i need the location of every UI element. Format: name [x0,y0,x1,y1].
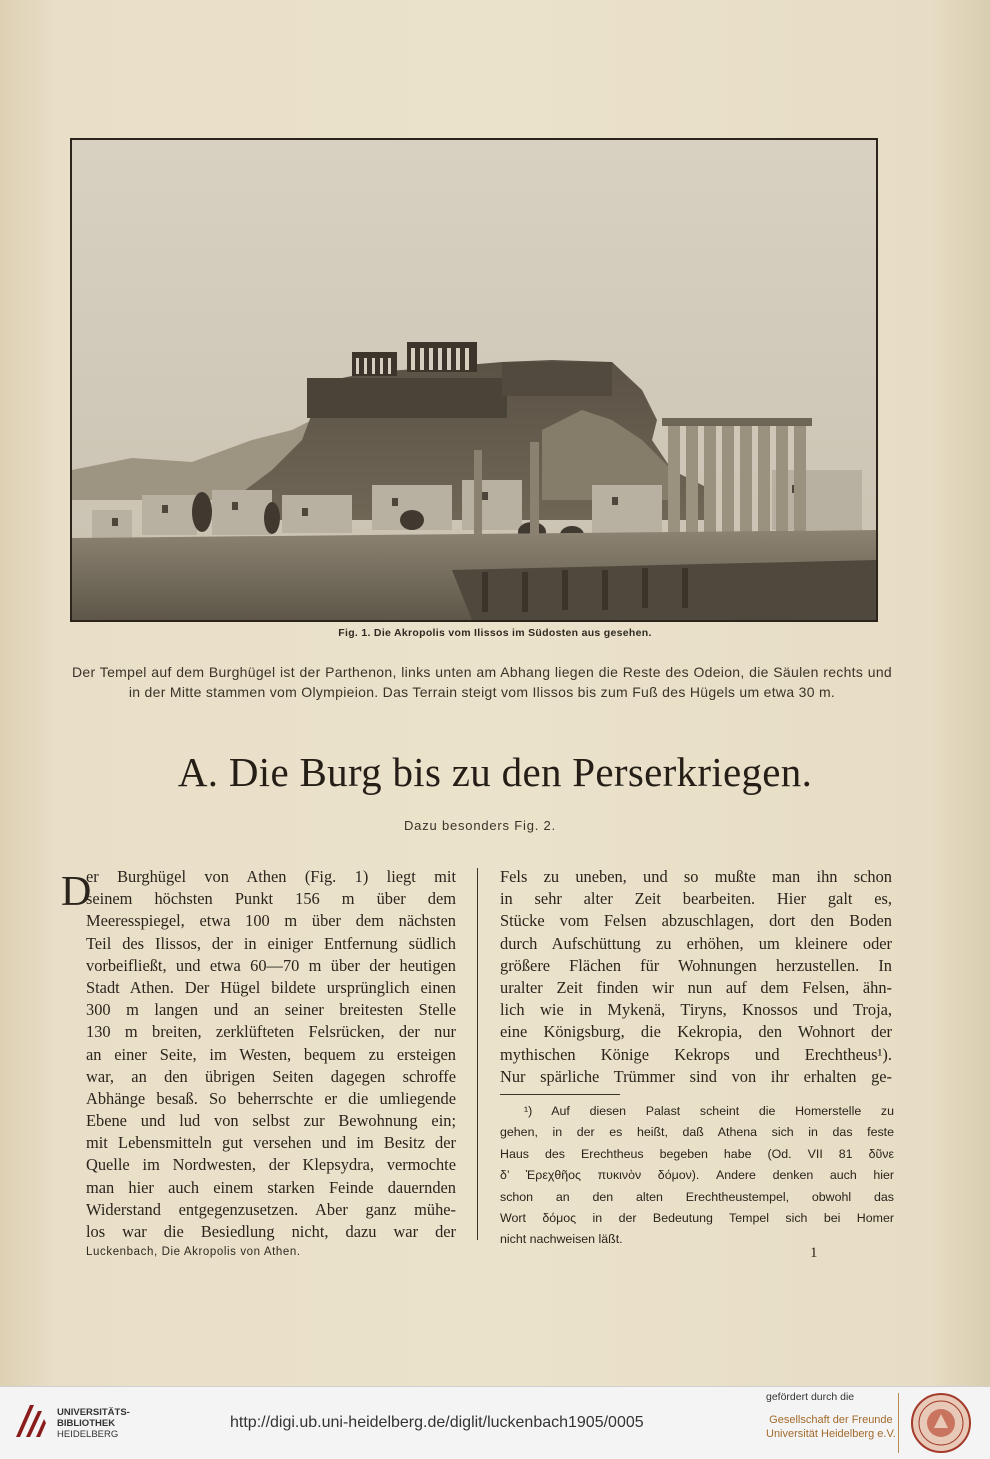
text-line: Nur spärliche Trümmer sind von ihr erhalten ge- [500,1066,892,1086]
text-line: Meeresspiegel, etwa 100 m über dem nächsten [86,911,456,931]
text-line: Teil des Ilissos, der in einiger Entfernung südlich [86,933,456,953]
permalink-url[interactable]: http://digi.ub.uni-heidelberg.de/diglit/luckenbach1905/0005 [230,1414,644,1431]
text-line: Quelle im Nordwesten, der Klepsydra, vermochte [86,1155,456,1175]
text-line: mit Lebensmitteln gut versehen und im Besitz der [86,1133,456,1153]
text-line: 300 m langen und an seiner breitesten Stelle [86,1000,456,1020]
text-line: vorbeifließt, und etwa 60—70 m über der heutigen [86,955,456,975]
text-line: 130 m breiten, zerklüfteten Felsrücken, der nur [86,1022,456,1042]
library-name-line: BIBLIOTHEK [57,1418,116,1429]
society-name[interactable] [766,1413,896,1441]
text-line: Stücke vom Felsen abzuschlagen, dort den Boden [500,911,892,931]
text-line: Stadt Athen. Der Hügel bildete ursprünglich einen [86,977,456,997]
text-line: war, an den übrigen Seiten dagegen schroffe [86,1066,456,1086]
footnote-line: ¹) Auf diesen Palast scheint die Homerstelle zu [524,1104,894,1118]
footnote-line: nicht nachweisen läßt. [500,1232,623,1247]
library-name-line: HEIDELBERG [57,1429,119,1440]
acropolis-photograph [70,138,878,622]
text-line: durch Aufschüttung zu erhöhen, um kleinere oder [500,933,892,953]
left-column [61,866,456,1243]
text-line: uralter Zeit finden wir nun auf dem Felsen, ähn- [500,977,892,997]
text-line: Widerstand entgegenzusetzen. Aber ganz mühe- [86,1199,456,1219]
right-column [500,866,892,1088]
text-line: er Burghügel von Athen (Fig. 1) liegt mit [86,867,456,886]
figure-description: Der Tempel auf dem Burghügel ist der Parthenon, links unten am Abhang liegen die Reste des Odeion, die Säulen rechts und in der Mitte stammen vom Olympieion. Das Terrain steigt vom Ilissos bis zum Fuß des Hügels um etwa 30 m. [72,664,892,700]
footnote-line: gehen, in der es heißt, daß Athena sich in das feste [500,1125,894,1140]
text-line: in sehr alter Zeit bearbeiten. Hier galt es, [500,889,892,909]
text-line: Abhänge besaß. So beherrschte er die umliegende [86,1088,456,1108]
text-line: Ebene und lud von selbst zur Bewohnung ein; [86,1111,456,1131]
text-line: eine Königsburg, die Kekropia, den Wohnort der [500,1022,892,1042]
text-line: größere Flächen für Wohnungen herzustellen. In [500,955,892,975]
university-seal-icon [910,1392,972,1454]
library-logo-icon [12,1401,48,1441]
text-line: los war die Besiedlung nicht, dazu war der [86,1222,456,1241]
footnote-rule [500,1094,620,1095]
footnote-line: schon an den alten Erechtheustempel, obwohl das [500,1189,894,1204]
text-line: man hier auch einem starken Feinde dauernden [86,1177,456,1197]
viewer-footer [0,1386,990,1459]
drop-cap: D [61,869,92,915]
column-divider [477,868,478,1240]
footer-divider [898,1393,899,1453]
page-number: 1 [810,1245,818,1261]
figure-caption: Fig. 1. Die Akropolis vom Ilissos im Südosten aus gesehen. [338,627,652,639]
footnote-line: δ’ Ἐρεχθῆος πυκινὸν δόμον). Andere denken auch hier [500,1168,894,1183]
footnote-line: Wort δόμος in der Bedeutung Tempel sich bei Homer [500,1211,894,1226]
library-name [57,1407,130,1440]
library-name-line: UNIVERSITÄTS- [57,1407,130,1418]
text-line: an einer Seite, im Westen, bequem zu ersteigen [86,1044,456,1064]
running-footer: Luckenbach, Die Akropolis von Athen. [86,1246,301,1258]
society-name-line: Gesellschaft der Freunde [769,1414,893,1426]
text-line: lich wie in Mykenä, Tiryns, Knossos und Troja, [500,1000,892,1020]
society-name-line: Universität Heidelberg e.V. [766,1428,896,1440]
text-line: seinem höchsten Punkt 156 m über dem [86,889,456,909]
text-line: mythischen Könige Kekrops und Erechtheus¹). [500,1044,892,1064]
footnote-line: Haus des Erechtheus begeben habe (Od. VII 81 δῦνε [500,1146,894,1161]
section-title: A. Die Burg bis zu den Perserkriegen. [177,749,813,795]
funded-by-text: gefördert durch die [766,1391,855,1403]
section-subtitle: Dazu besonders Fig. 2. [403,818,556,833]
text-line: Fels zu uneben, und so mußte man ihn schon [500,867,892,886]
footnote [500,1101,894,1251]
